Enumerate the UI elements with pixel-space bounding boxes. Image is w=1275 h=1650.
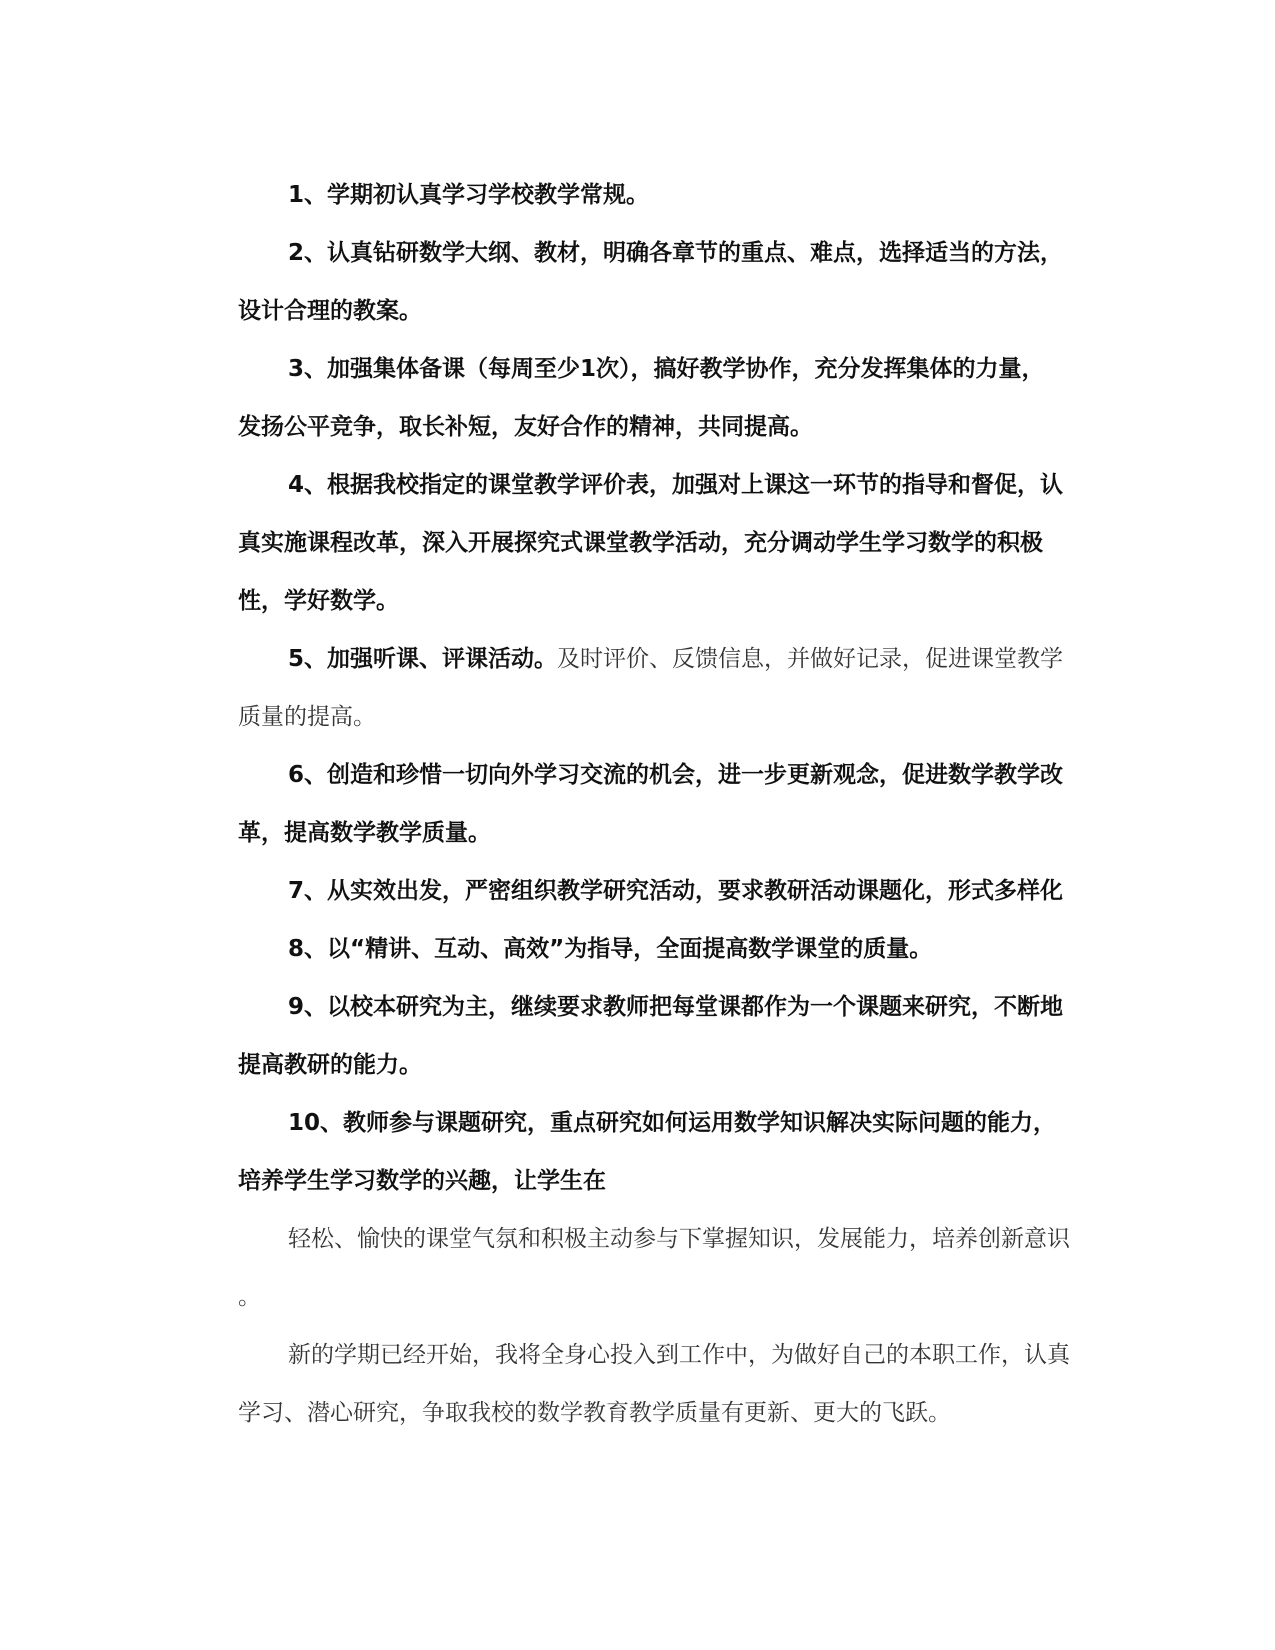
list-item-5-normal-text: 及时评价、反馈信息，并做好记录，促进课堂教学 <box>557 646 1064 672</box>
list-item-5-line-2: 质量的提高。 <box>238 704 376 730</box>
list-item-10 <box>188 1094 1083 1210</box>
list-item-9-line-1: 9、以校本研究为主，继续要求教师把每堂课都作为一个课题来研究，不断地 <box>288 994 1064 1020</box>
list-item-3 <box>188 340 1083 456</box>
list-item-4-line-2: 真实施课程改革，深入开展探究式课堂教学活动，充分调动学生学习数学的积极 <box>238 530 1043 556</box>
list-item-2-line-2: 设计合理的教案。 <box>238 298 422 324</box>
closing-paragraph <box>188 1326 1083 1442</box>
list-item-7-line-1: 7、从实效出发，严密组织教学研究活动，要求教研活动课题化，形式多样化 <box>288 878 1064 904</box>
list-item-10-line-2: 培养学生学习数学的兴趣，让学生在 <box>238 1168 606 1194</box>
list-item-4 <box>188 456 1083 630</box>
list-item-5 <box>188 630 1083 746</box>
document-body <box>188 166 1083 1442</box>
list-item-2 <box>188 224 1083 340</box>
continuation-line-2: 。 <box>238 1284 261 1310</box>
list-item-4-line-3: 性，学好数学。 <box>238 588 399 614</box>
list-item-7 <box>188 862 1083 920</box>
continuation-paragraph <box>188 1210 1083 1326</box>
list-item-5-bold-text: 5、加强听课、评课活动。 <box>288 646 558 672</box>
list-item-8 <box>188 920 1083 978</box>
list-item-6-line-1: 6、创造和珍惜一切向外学习交流的机会，进一步更新观念，促进数学教学改 <box>288 762 1064 788</box>
list-item-3-line-1: 3、加强集体备课（每周至少1次），搞好教学协作，充分发挥集体的力量， <box>288 356 1045 382</box>
list-item-6 <box>188 746 1083 862</box>
list-item-6-line-2: 革，提高数学教学质量。 <box>238 820 491 846</box>
list-item-4-line-1: 4、根据我校指定的课堂教学评价表，加强对上课这一环节的指导和督促，认 <box>288 472 1064 498</box>
list-item-8-line-1: 8、以“精讲、互动、高效”为指导，全面提高数学课堂的质量。 <box>288 936 933 962</box>
continuation-line-1: 轻松、愉快的课堂气氛和积极主动参与下掌握知识，发展能力，培养创新意识 <box>288 1226 1070 1252</box>
list-item-10-line-1: 10、教师参与课题研究，重点研究如何运用数学知识解决实际问题的能力， <box>288 1110 1057 1136</box>
closing-line-2: 学习、潜心研究，争取我校的数学教育教学质量有更新、更大的飞跃。 <box>238 1400 951 1426</box>
list-item-3-line-2: 发扬公平竞争，取长补短，友好合作的精神，共同提高。 <box>238 414 813 440</box>
list-item-1-line-1: 1、学期初认真学习学校教学常规。 <box>288 182 650 208</box>
list-item-9 <box>188 978 1083 1094</box>
list-item-5-line-1 <box>188 630 1083 688</box>
list-item-9-line-2: 提高教研的能力。 <box>238 1052 422 1078</box>
closing-line-1: 新的学期已经开始，我将全身心投入到工作中，为做好自己的本职工作，认真 <box>288 1342 1070 1368</box>
list-item-2-line-1: 2、认真钻研数学大纲、教材，明确各章节的重点、难点，选择适当的方法， <box>288 240 1064 266</box>
list-item-1 <box>188 166 1083 224</box>
